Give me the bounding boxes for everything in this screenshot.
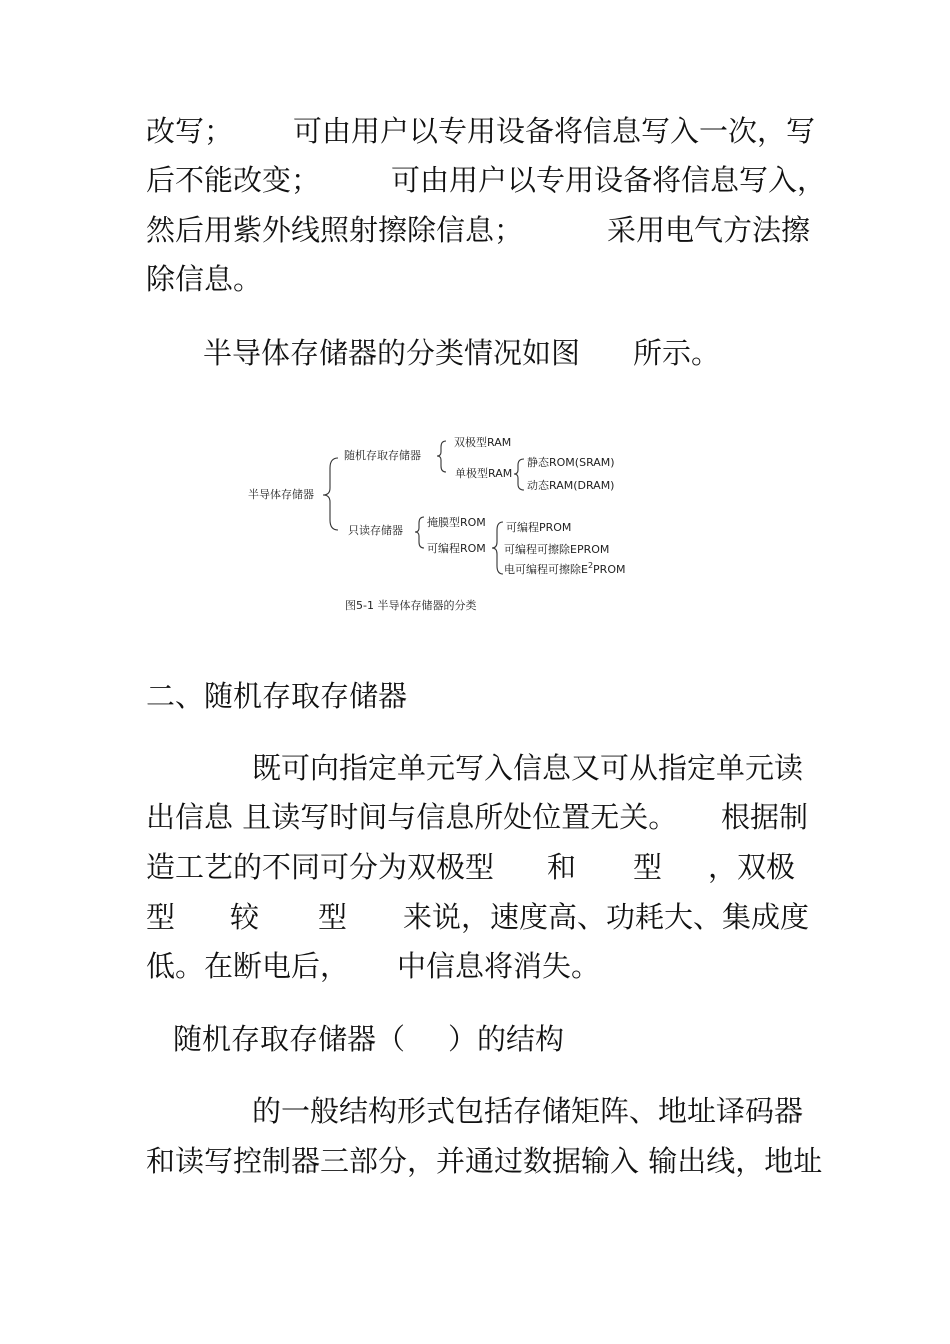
figure-caption: 图5-1 半导体存储器的分类	[345, 599, 477, 612]
diagram-ram-unipolar: 单极型RAM	[455, 467, 513, 480]
text-segment: 后不能改变；	[146, 163, 321, 197]
diagram-ram-label: 随机存取存储器	[344, 449, 421, 462]
text-segment: 可由用户以专用设备将信息写入，	[391, 163, 827, 197]
text-segment: ，双极	[708, 850, 796, 884]
text-segment: 型	[633, 850, 663, 884]
text-segment: 然后用紫外线照射擦除信息；	[146, 213, 524, 247]
diagram-dram: 动态RAM(DRAM)	[527, 479, 615, 492]
text-segment: 和读写控制器三部分，并通过数据输入 输出线，地址	[146, 1144, 823, 1178]
text-segment: 出信息 且读写时间与信息所处位置无关。	[146, 800, 678, 834]
diagram-prom: 可编程PROM	[506, 521, 572, 534]
diagram-e2prom: 电可编程可擦除$E^2PROM$	[504, 561, 626, 576]
text-segment: 中信息将消失。	[397, 949, 601, 983]
text-line	[0, 897, 950, 937]
text-segment: 的一般结构形式包括存储矩阵、地址译码器	[252, 1094, 804, 1128]
diagram-brace	[323, 458, 338, 530]
diagram-brace	[415, 517, 424, 548]
diagram-prog-rom: 可编程ROM	[427, 542, 486, 555]
text-line	[0, 797, 950, 837]
text-line	[0, 1141, 950, 1181]
diagram-ram-bipolar: 双极型RAM	[454, 436, 512, 449]
classification-diagram	[0, 0, 950, 640]
text-segment: 除信息。	[146, 262, 263, 296]
text-line	[0, 1091, 950, 1131]
text-segment: 造工艺的不同可分为双极型	[146, 850, 495, 884]
text-segment: 既可向指定单元写入信息又可从指定单元读	[252, 751, 804, 785]
text-line	[0, 946, 950, 986]
diagram-brace	[437, 441, 446, 472]
heading-text: 二、随机存取存储器	[146, 679, 408, 713]
text-segment: 较	[230, 900, 260, 934]
text-line	[0, 748, 950, 788]
diagram-sram: 静态ROM(SRAM)	[527, 456, 615, 469]
subheading-text: ）的结构	[448, 1022, 565, 1056]
text-segment: 型	[318, 900, 348, 934]
text-line	[0, 847, 950, 887]
text-segment: 改写；	[146, 114, 234, 148]
diagram-brace	[514, 459, 524, 490]
diagram-brace	[492, 522, 503, 574]
text-segment: 可由用户以专用设备将信息写入一次，写	[293, 114, 816, 148]
diagram-root-label: 半导体存储器	[248, 488, 314, 501]
subheading-text: 随机存取存储器（	[173, 1022, 406, 1056]
text-segment: 来说，速度高、功耗大、集成度	[403, 900, 810, 934]
text-segment: 低。在断电后，	[146, 949, 350, 983]
text-segment: 采用电气方法擦	[607, 213, 811, 247]
diagram-mask-rom: 掩膜型ROM	[427, 516, 486, 529]
diagram-eprom: 可编程可擦除EPROM	[504, 543, 610, 556]
text-segment: 根据制	[721, 800, 809, 834]
diagram-rom-label: 只读存储器	[348, 524, 403, 537]
text-segment: 半导体存储器的分类情况如图	[203, 336, 581, 370]
section-heading	[0, 676, 950, 716]
text-segment: 和	[547, 850, 577, 884]
subheading	[0, 1019, 950, 1059]
text-segment: 型	[146, 900, 176, 934]
text-segment: 所示。	[633, 336, 721, 370]
